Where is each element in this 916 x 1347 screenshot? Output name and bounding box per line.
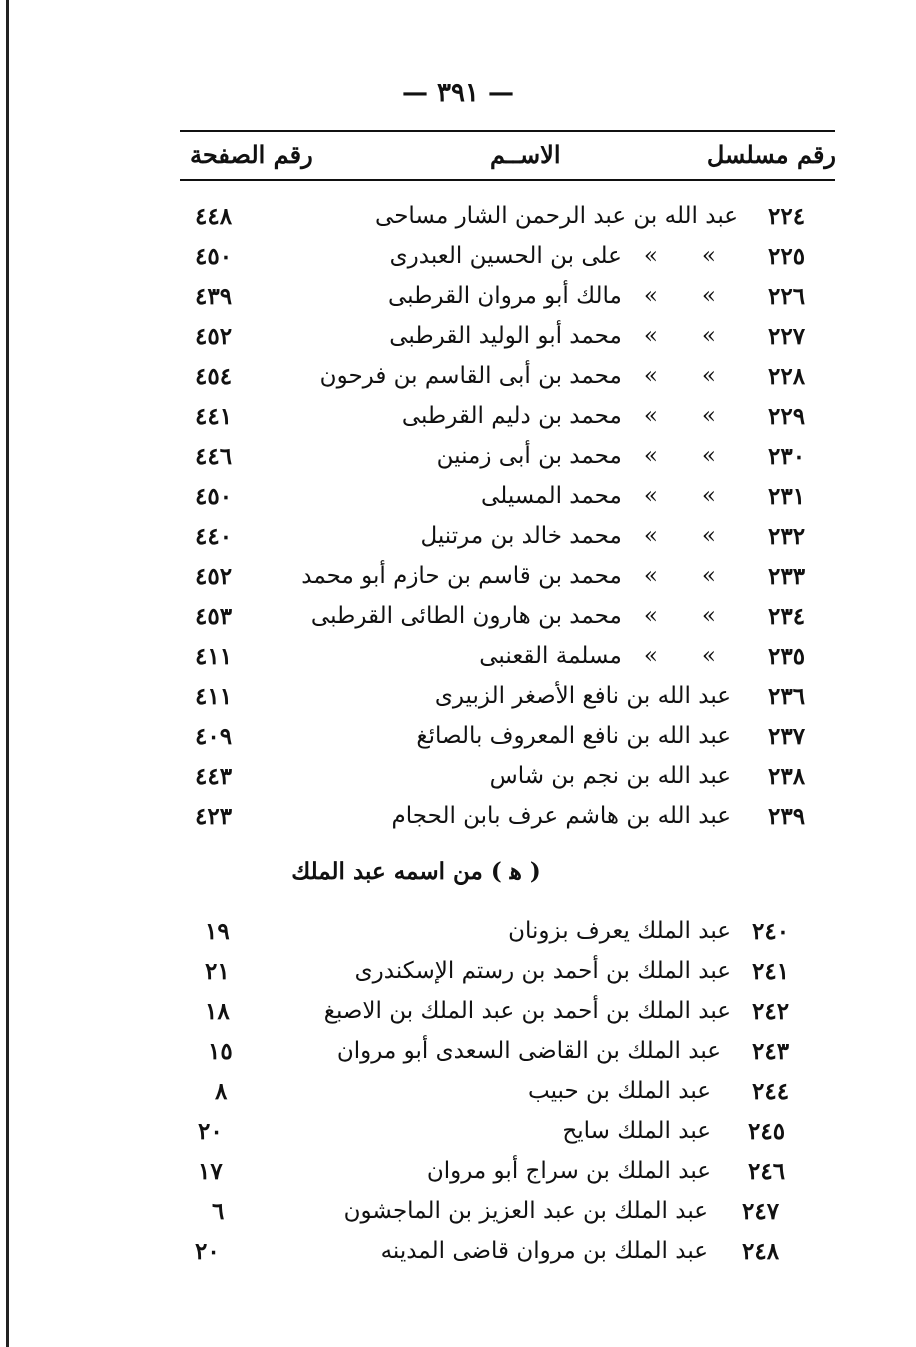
- page-ref: ٤٠٩: [195, 723, 233, 750]
- table-row: [0, 403, 916, 439]
- entry-name: عبد الملك بن مروان قاضى المدينه: [380, 1238, 708, 1264]
- entry-name-with-ditto: »»مسلمة القعنبى: [479, 643, 716, 669]
- page-ref: ٤٥٢: [195, 563, 233, 590]
- ditto-mark: »: [643, 563, 658, 589]
- page-ref: ٤١١: [195, 643, 233, 670]
- table-row: [0, 483, 916, 519]
- table-row: [0, 443, 916, 479]
- serial-number: ٢٣٣: [768, 563, 806, 590]
- table-row: [0, 1238, 916, 1274]
- serial-number: ٢٣٦: [768, 683, 806, 710]
- table-row: [0, 1158, 916, 1194]
- page-ref: ١٥: [208, 1038, 233, 1065]
- table-row: [0, 283, 916, 319]
- serial-number: ٢٣٥: [768, 643, 806, 670]
- page-ref: ٤٣٩: [195, 283, 233, 310]
- ditto-mark: »: [701, 403, 716, 429]
- ditto-mark: »: [643, 323, 658, 349]
- ditto-mark: »: [701, 363, 716, 389]
- page-ref: ٤١١: [195, 683, 233, 710]
- table-header-rule: [180, 179, 835, 181]
- ditto-mark: »: [643, 363, 658, 389]
- serial-number: ٢٤٠: [752, 918, 790, 945]
- serial-number: ٢٣١: [768, 483, 806, 510]
- entry-name: عبد الله بن نافع المعروف بالصائغ: [416, 723, 731, 749]
- ditto-mark: »: [701, 243, 716, 269]
- entry-name-with-ditto: »»محمد خالد بن مرتنيل: [420, 523, 716, 549]
- serial-number: ٢٣٠: [768, 443, 806, 470]
- serial-number: ٢٢٨: [768, 363, 806, 390]
- entry-name-with-ditto: »»محمد بن أبى القاسم بن فرحون: [319, 363, 716, 389]
- serial-number: ٢٤٦: [748, 1158, 786, 1185]
- page-ref: ٤٤٣: [195, 763, 233, 790]
- column-header-page: رقم الصفحة: [190, 140, 313, 169]
- page-ref: ٨: [215, 1078, 228, 1105]
- serial-number: ٢٣٨: [768, 763, 806, 790]
- serial-number: ٢٣٩: [768, 803, 806, 830]
- table-row: [0, 1198, 916, 1234]
- ditto-mark: »: [701, 603, 716, 629]
- page-ref: ٤٥٠: [195, 483, 233, 510]
- entry-name: عبد الملك يعرف بزونان: [508, 918, 731, 944]
- table-row: [0, 603, 916, 639]
- entry-name: عبد الله بن هاشم عرف بابن الحجام: [391, 803, 731, 829]
- serial-number: ٢٣٧: [768, 723, 806, 750]
- page-ref: ٢١: [205, 958, 230, 985]
- page-ref: ٦: [212, 1198, 225, 1225]
- ditto-mark: »: [643, 603, 658, 629]
- entry-name: عبد الملك بن أحمد بن عبد الملك بن الاصبغ: [323, 998, 731, 1024]
- page-ref: ١٩: [205, 918, 230, 945]
- entry-name-with-ditto: »»مالك أبو مروان القرطبى: [387, 283, 716, 309]
- table-row: [0, 643, 916, 679]
- table-row: [0, 918, 916, 954]
- table-row: [0, 998, 916, 1034]
- serial-number: ٢٤٢: [752, 998, 790, 1025]
- page-ref: ٤٤٦: [195, 443, 233, 470]
- table-row: [0, 363, 916, 399]
- ditto-mark: »: [701, 283, 716, 309]
- entry-name-with-ditto: »»محمد بن هارون الطائى القرطبى: [310, 603, 716, 629]
- entry-name: عبد الملك بن أحمد بن رستم الإسكندرى: [354, 958, 731, 984]
- serial-number: ٢٣٢: [768, 523, 806, 550]
- section-heading: ( ﻫ ) من اسمه عبد الملك: [291, 858, 541, 885]
- ditto-mark: »: [643, 643, 658, 669]
- ditto-mark: »: [643, 443, 658, 469]
- page-ref: ٤٥٣: [195, 603, 233, 630]
- table-row: [0, 323, 916, 359]
- serial-number: ٢٤٣: [752, 1038, 790, 1065]
- serial-number: ٢٢٧: [768, 323, 806, 350]
- serial-number: ٢٤٤: [752, 1078, 790, 1105]
- serial-number: ٢٢٩: [768, 403, 806, 430]
- ditto-mark: »: [701, 323, 716, 349]
- ditto-mark: »: [643, 523, 658, 549]
- page-ref: ٤٤٨: [195, 203, 233, 230]
- entry-name: عبد الملك بن القاضى السعدى أبو مروان: [336, 1038, 721, 1064]
- entry-name-with-ditto: »»محمد بن أبى زمنين: [436, 443, 716, 469]
- table-row: [0, 1118, 916, 1154]
- column-header-serial: رقم مسلسل: [706, 140, 836, 169]
- entry-name: عبد الله بن نافع الأصغر الزبيرى: [434, 683, 731, 709]
- page-ref: ٤٤٠: [195, 523, 233, 550]
- page-number: — ٣٩١ —: [401, 78, 515, 108]
- table-row: [0, 203, 916, 239]
- page-ref: ٢٠: [198, 1118, 223, 1145]
- table-row: [0, 958, 916, 994]
- page-ref: ١٨: [205, 998, 230, 1025]
- serial-number: ٢٤٧: [742, 1198, 780, 1225]
- serial-number: ٢٤٥: [748, 1118, 786, 1145]
- page-ref: ١٧: [198, 1158, 223, 1185]
- table-row: [0, 243, 916, 279]
- page-ref: ٢٠: [195, 1238, 220, 1265]
- entry-name: عبد الملك سايح: [562, 1118, 711, 1144]
- table-row: [0, 523, 916, 559]
- table-row: [0, 723, 916, 759]
- table-row: [0, 1038, 916, 1074]
- ditto-mark: »: [643, 483, 658, 509]
- page-ref: ٤٥٢: [195, 323, 233, 350]
- serial-number: ٢٤٨: [742, 1238, 780, 1265]
- table-row: [0, 1078, 916, 1114]
- entry-name: عبد الملك بن حبيب: [528, 1078, 711, 1104]
- entry-name-with-ditto: »»محمد بن قاسم بن حازم أبو محمد: [301, 563, 716, 589]
- ditto-mark: »: [643, 243, 658, 269]
- entry-name: عبد الله بن نجم بن شاس: [489, 763, 731, 789]
- table-top-rule: [180, 130, 835, 132]
- serial-number: ٢٢٥: [768, 243, 806, 270]
- entry-name: عبد الملك بن سراج أبو مروان: [426, 1158, 711, 1184]
- entry-name: عبد الملك بن عبد العزيز بن الماجشون: [343, 1198, 708, 1224]
- serial-number: ٢٢٤: [768, 203, 806, 230]
- ditto-mark: »: [701, 443, 716, 469]
- ditto-mark: »: [643, 283, 658, 309]
- entry-name-with-ditto: »»محمد المسيلى: [481, 483, 716, 509]
- serial-number: ٢٤١: [752, 958, 790, 985]
- entry-name-with-ditto: »»على بن الحسين العبدرى: [389, 243, 716, 269]
- column-header-name: الاســم: [490, 140, 561, 169]
- ditto-mark: »: [701, 483, 716, 509]
- table-row: [0, 763, 916, 799]
- serial-number: ٢٢٦: [768, 283, 806, 310]
- ditto-mark: »: [643, 403, 658, 429]
- ditto-mark: »: [701, 643, 716, 669]
- table-row: [0, 563, 916, 599]
- table-row: [0, 683, 916, 719]
- entry-name: عبد الله بن عبد الرحمن الشار مساحى: [375, 203, 738, 229]
- ditto-mark: »: [701, 563, 716, 589]
- ditto-mark: »: [701, 523, 716, 549]
- entry-name-with-ditto: »»محمد أبو الوليد القرطبى: [389, 323, 716, 349]
- table-row: [0, 803, 916, 839]
- page-ref: ٤٤١: [195, 403, 233, 430]
- page-ref: ٤٥٤: [195, 363, 233, 390]
- page-ref: ٤٥٠: [195, 243, 233, 270]
- page-ref: ٤٢٣: [195, 803, 233, 830]
- serial-number: ٢٣٤: [768, 603, 806, 630]
- entry-name-with-ditto: »»محمد بن دليم القرطبى: [401, 403, 716, 429]
